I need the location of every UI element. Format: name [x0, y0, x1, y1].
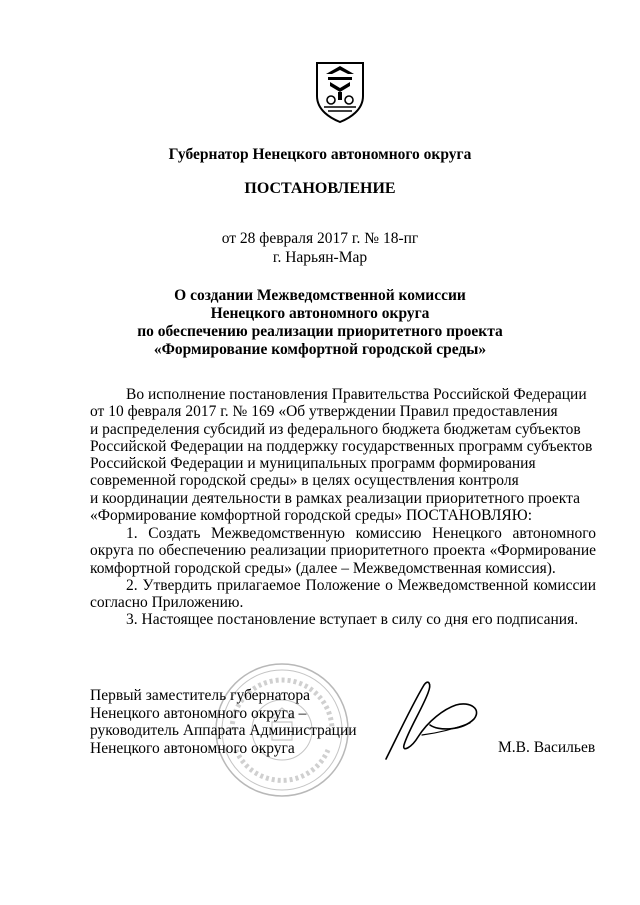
title-line: «Формирование комфортной городской среды»	[153, 341, 487, 358]
title-line: О создании Межведомственной комиссии	[174, 287, 466, 304]
body-line: округа по обеспечению реализации приоритетного проекта «Формирование	[90, 542, 596, 560]
signatory-position	[90, 687, 357, 757]
body-line: комфортной городской среды» (далее – Межведомственная комиссия).	[90, 559, 556, 577]
document-type: ПОСТАНОВЛЕНИЕ	[244, 180, 396, 197]
governor-heading: Губернатор Ненецкого автономного округа	[168, 146, 472, 163]
coat-of-arms-icon	[314, 60, 366, 124]
body-line: Российской Федерации на поддержку государственных программ субъектов	[90, 437, 593, 455]
body-line: 2. Утвердить прилагаемое Положение о Межведомственной комиссии	[126, 577, 596, 594]
signatory-name: М.В. Васильев	[498, 739, 596, 756]
title-line: по обеспечению реализации приоритетного проекта	[137, 323, 503, 340]
position-line: Ненецкого автономного округа	[90, 739, 295, 757]
position-line: руководитель Аппарата Администрации	[90, 722, 357, 739]
position-line: Первый заместитель губернатора	[90, 687, 311, 704]
position-line: Ненецкого автономного округа –	[90, 704, 307, 722]
body-line: Во исполнение постановления Правительства Российской Федерации	[126, 386, 587, 403]
preamble-paragraph	[90, 386, 596, 524]
body-line: от 10 февраля 2017 г. № 169 «Об утверждении Правил предоставления	[90, 403, 558, 421]
document-title	[0, 287, 640, 359]
body-line: современной городской среды» в целях осуществления контроля	[90, 472, 519, 490]
handwritten-signature-icon	[378, 675, 498, 765]
body-line: Российской Федерации и муниципальных программ формирования	[90, 455, 536, 473]
item-1-paragraph	[90, 525, 596, 577]
body-line: «Формирование комфортной городской среды» ПОСТАНОВЛЯЮ:	[90, 507, 532, 525]
body-line: и распределения субсидий из федерального бюджета бюджетам субъектов	[90, 420, 581, 438]
title-line: Ненецкого автономного округа	[210, 305, 430, 322]
item-3-paragraph	[90, 611, 596, 628]
body-line: 1. Создать Межведомственную комиссию Ненецкого автономного	[126, 525, 596, 542]
item-2-paragraph	[90, 577, 596, 612]
document-place: г. Нарьян-Мар	[272, 249, 368, 266]
body-line: согласно Приложению.	[90, 594, 244, 612]
body-line: 3. Настоящее постановление вступает в силу со дня его подписания.	[126, 611, 579, 628]
document-date-number: от 28 февраля 2017 г. № 18-пг	[221, 230, 419, 247]
body-line: и координации деятельности в рамках реализации приоритетного проекта	[90, 489, 580, 507]
